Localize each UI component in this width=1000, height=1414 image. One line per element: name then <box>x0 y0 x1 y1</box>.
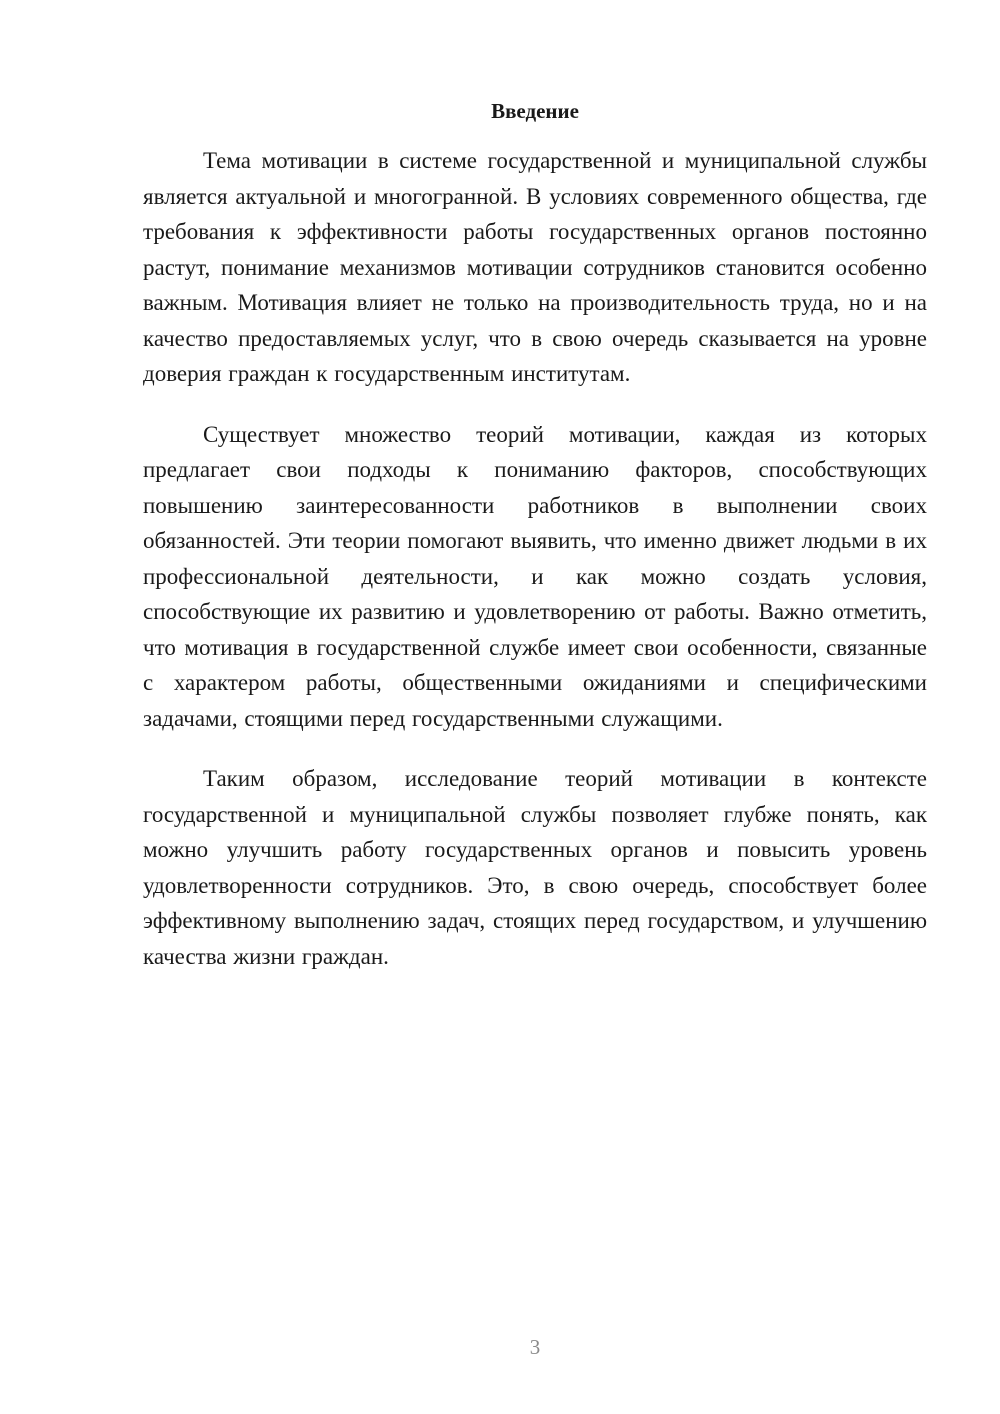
document-body <box>143 143 927 999</box>
paragraph: Существует множество теорий мотивации, каждая из которых предлагает свои подходы к пониманию факторов, способствующих повышению заинтересованности работников в выполнении своих обязанностей. Эти теории помогают выявить, что именно движет людьми в их профессиональной деятельности, и как можно создать условия, способствующие их развитию и удовлетворению от работы. Важно отметить, что мотивация в государственной службе имеет свои особенности, связанные с характером работы, общественными ожиданиями и специфическими задачами, стоящими перед государственными служащими. <box>143 421 927 731</box>
page-number: 3 <box>529 1335 541 1359</box>
paragraph: Таким образом, исследование теорий мотивации в контексте государственной и муниципальной службы позволяет глубже понять, как можно улучшить работу государственных органов и повысить уровень удовлетворенности сотрудников. Это, в свою очередь, способствует более эффективному выполнению задач, стоящих перед государством, и улучшению качества жизни граждан. <box>143 766 927 969</box>
section-heading: Введение <box>491 99 579 123</box>
paragraph: Тема мотивации в системе государственной и муниципальной службы является актуальной и многогранной. В условиях современного общества, где требования к эффективности работы государственных органов постоянно растут, понимание механизмов мотивации сотрудников становится особенно важным. Мотивация влияет не только на производительность труда, но и на качество предоставляемых услуг, что в свою очередь сказывается на уровне доверия граждан к государственным институтам. <box>143 148 927 386</box>
